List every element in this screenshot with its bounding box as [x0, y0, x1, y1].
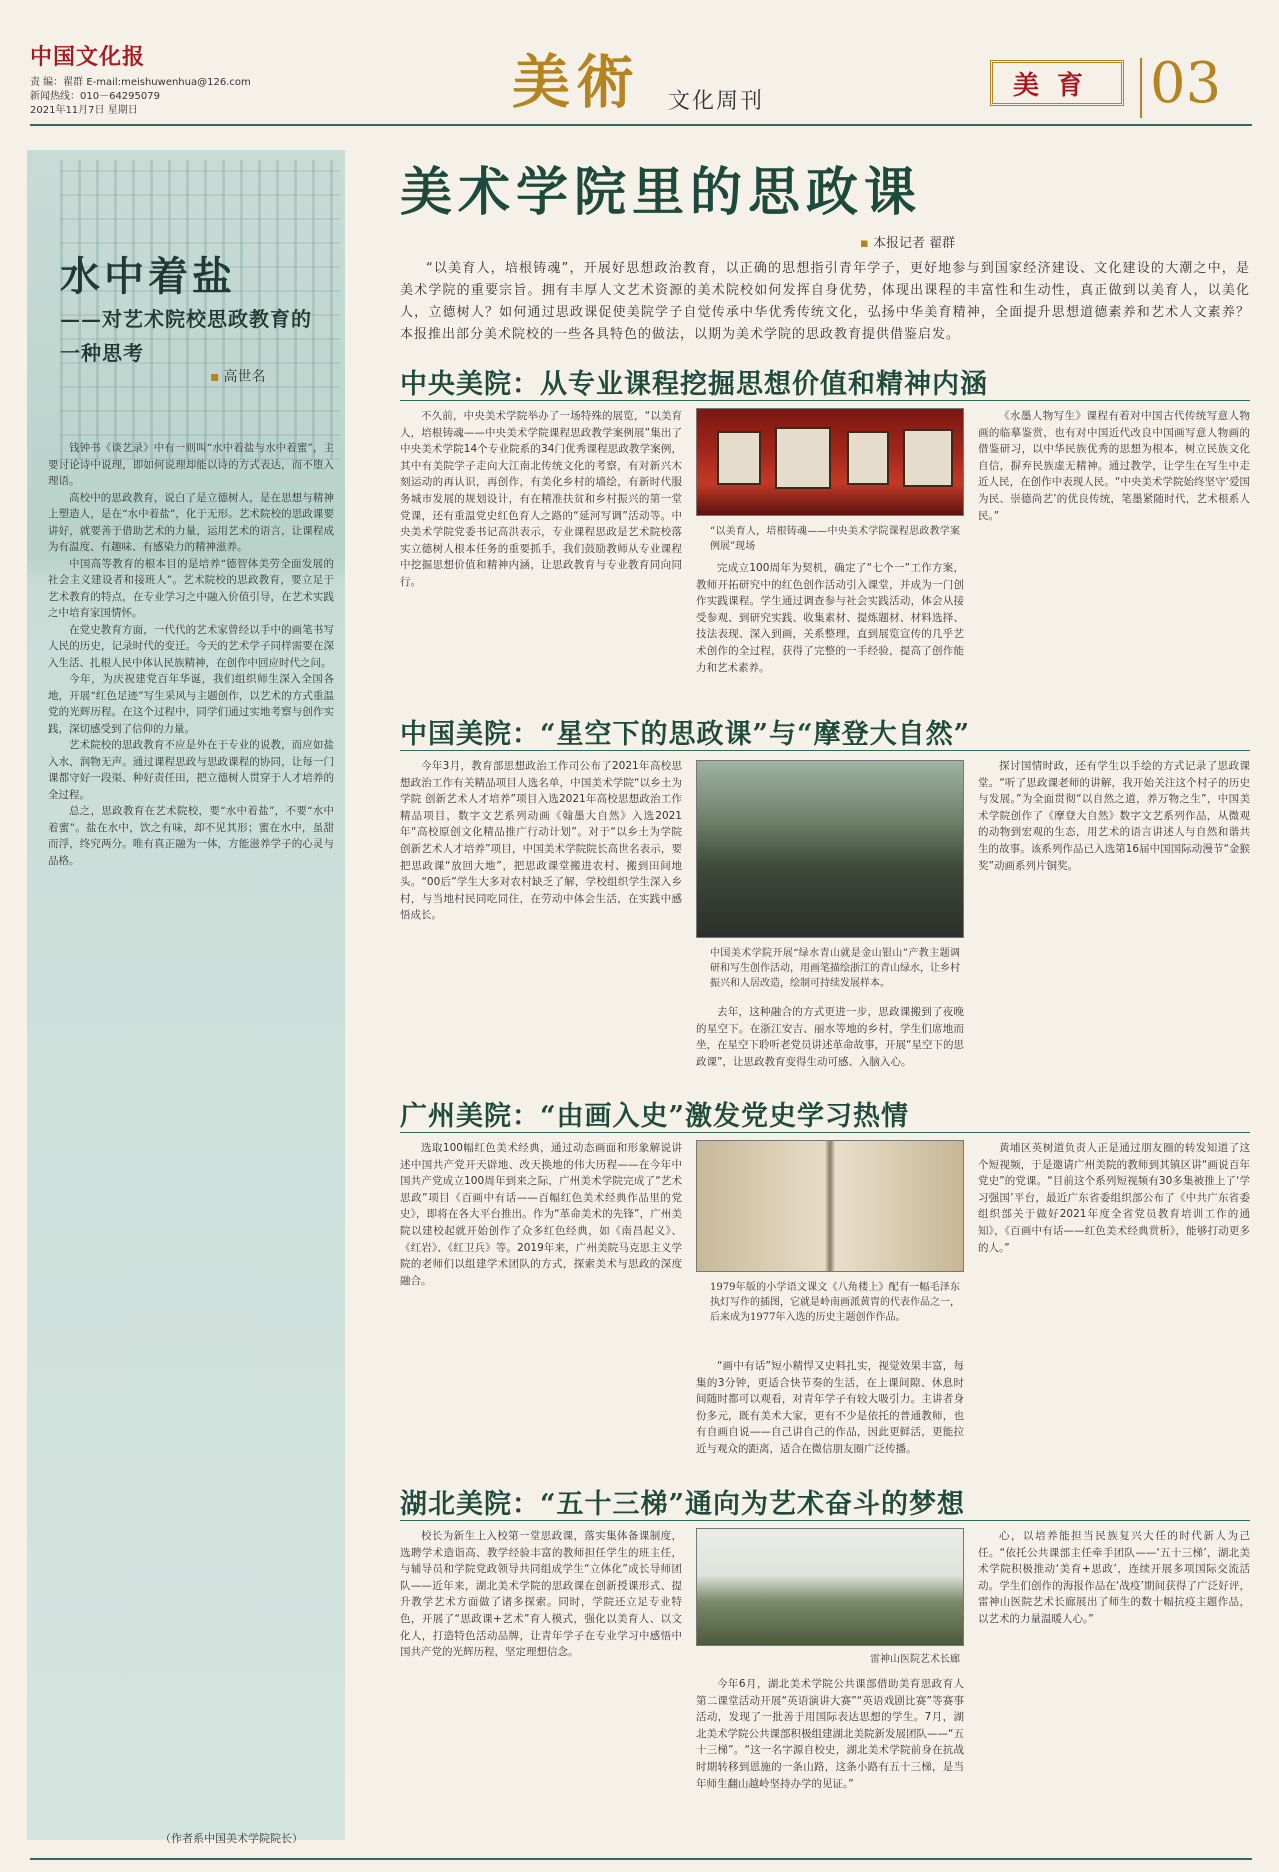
column-text: 今年3月，教育部思想政治工作司公布了2021年高校思想政治工作有关精品项目人选名单，中国美术学院“以乡土为学院 创新艺术人才培养”项目入选2021年高校思想政治工作精品项目，数字文艺系列动画《翰墨大自然》入选2021年“高校原创文化精品推广行动计划”。对于“以乡土为学院 创新艺术人才培养”项目，中国美术学院院长高世名表示，要把思政课“放回大地”，把思政课堂搬进农村、搬到田间地头。“00后”学生大多对农村缺乏了解，学校组织学生深入乡村，与当地村民同吃同住，在劳动中体会生活，在实践中感悟成长。	[400, 760, 682, 922]
column-text: 探讨国情时政，还有学生以手绘的方式记录了思政课堂。“听了思政课老师的讲解，我开始关注这个村子的历史与发展。”为全面贯彻“以自然之道，养万物之生”，中国美术学院创作了《摩登大自然》数字文艺系列作品，从微观的动物到宏观的生态，用艺术的语言讲述人与自然和谐共生的故事。该系列作品已入选第16届中国国际动漫节“金猴奖”动画系列片铜奖。	[978, 760, 1250, 872]
sidebar-paragraph: 在党史教育方面，一代代的艺术家曾经以手中的画笔书写人民的历史，记录时代的变迁。今天的艺术学子同样需要在深入生活、扎根人民中体认民族精神，在创作中回应时代之问。	[48, 623, 334, 669]
brand-title: 美術	[512, 48, 641, 116]
section-column	[978, 758, 1250, 1086]
photo-caption: 中国美术学院开展“绿水青山就是金山银山”产教主题调研和写生创作活动，用画笔描绘浙江的青山绿水，让乡村振兴和人居改造，绘制可持续发展样本。	[710, 948, 960, 989]
column-text: 去年，这种融合的方式更进一步，思政课搬到了夜晚的星空下。在浙江安吉、丽水等地的乡村，学生们席地而坐，在星空下聆听老党员讲述革命故事，开展“星空下的思政课”，让思政教育变得生动可感、入脑入心。	[696, 1006, 964, 1068]
section-column	[400, 1528, 682, 1850]
sidebar-author: ▪ 高世名	[210, 366, 266, 386]
art-corridor-photo	[696, 1528, 964, 1646]
section-title-caa: 中国美院：“星空下的思政课”与“摩登大自然”	[400, 719, 971, 750]
section-column	[400, 408, 682, 758]
section-rule	[400, 1132, 1250, 1133]
sidebar-paragraph: 高校中的思政教育，说白了是立德树人，是在思想与精神上塑造人，是在“水中着盐”，化于无形。艺术院校的思政课要讲好，就要善于借助艺术的力量，运用艺术的语言，让课程成为有温度、有趣味、有感染力的精神滋养。	[48, 491, 334, 553]
masthead-meta	[30, 76, 251, 118]
newspaper-logo: 中国文化报	[30, 44, 146, 70]
sidebar-paragraph: 总之，思政教育在艺术院校，要“水中着盐”，不要“水中着蜜”。盐在水中，饮之有味，却不见其形；蜜在水中，虽甜而浮，终究两分。唯有真正融为一体，方能滋养学子的心灵与品格。	[48, 805, 334, 867]
column-text: 今年6月，湖北美术学院公共课部借助美育思政育人第二课堂活动开展“英语演讲大赛”“英语戏剧比赛”等赛事活动，发现了一批善于用国际表达思想的学生。7月，湖北美术学院公共课部积极组建湖北美院新发展团队——“五十三梯”。“这一名字源自校史，湖北美术学院前身在抗战时期转移到恩施的一条山路，这条小路有五十三梯，是当年师生翻山越岭坚持办学的见证。”	[696, 1678, 964, 1790]
page-number-divider	[1140, 58, 1142, 118]
sidebar-signature: （作者系中国美术学院院长）	[160, 1832, 303, 1845]
sidebar-title: 水中着盐	[60, 253, 236, 300]
column-text: 选取100幅红色美术经典，通过动态画面和形象解说讲述中国共产党开天辟地、改天换地的伟大历程——在今年中国共产党成立100周年到来之际，广州美术学院完成了“艺术思政”项目《百画中有话——百幅红色美术经典作品里的党史》，即将在各大平台推出。作为“革命美术的先锋”，广州美院以建校起就开始创作了众多红色经典，如《南昌起义》、《红岩》、《红卫兵》等。2019年来，广州美院马克思主义学院的老师们以组建学术团队的方式，探索美术与思政的深度融合。	[400, 1142, 682, 1287]
section-column	[696, 1004, 964, 1086]
column-text: 心，以培养能担当民族复兴大任的时代新人为己任。“依托公共课部主任牵手团队——‘五十三梯’，湖北美术学院积极推动‘美育+思政’，连续开展多项国际交流活动。学生们创作的海报作品在‘战疫’期间获得了广泛好评，雷神山医院艺术长廊展出了师生的数十幅抗疫主题作品，以艺术的力量温暖人心。”	[978, 1530, 1250, 1625]
sidebar-paragraph: 今年，为庆祝建党百年华诞，我们组织师生深入全国各地，开展“红色足迹”写生采风与主题创作，以艺术的方式重温党的光辉历程。在这个过程中，同学们通过实地考察与创作实践，深切感受到了信仰的力量。	[48, 673, 334, 735]
section-title-hifa: 湖北美院：“五十三梯”通向为艺术奋斗的梦想	[400, 1489, 966, 1520]
column-text: 不久前，中央美术学院举办了一场特殊的展览，“以美育人，培根铸魂——中央美术学院课程思政教学案例展”集出了中央美术学院14个专业院系的34门优秀课程思政教学案例，其中有美院学子走向大江南北传统文化的考察，有对新兴木刻运动的再认识，再创作，有美化乡村的墙绘，有新时代服务城市发展的规划设计，有在精准扶贫和乡村振兴的第一堂党课，还有重温党史红色育人之路的“延河写调”活动等。中央美术学院党委书记高洪表示，专业课程思政是艺术院校落实立德树人根本任务的重要抓手，我们鼓励教师从专业课程中挖掘思想价值和精神内涵，让思政教育与专业教育同向同行。	[400, 410, 682, 588]
date-line: 2021年11月7日 星期日	[30, 105, 138, 116]
section-column	[400, 1140, 682, 1475]
photo-caption: 雷神山医院艺术长廊	[870, 1654, 960, 1665]
brand-subtitle: 文化周刊	[668, 89, 765, 114]
article-lead: “以美育人，培根铸魂”，开展好思想政治教育，以正确的思想指引青年学子，更好地参与到国家经济建设、文化建设的大潮之中，是美术学院的重要宗旨。拥有丰厚人文艺术资源的美术院校如何发挥自身优势，体现出课程的丰富性和生动性，真正做到以美育人，以美化人，立德树人？如何通过思政课促使美院学子自觉传承中华优秀传统文化，弘扬中华美育精神，全面提升思想道德素养和艺术人文素养？本报推出部分美术院校的一些各具特色的做法，以期为美术学院的思政教育提供借鉴启发。	[400, 261, 1250, 342]
footer-rule	[30, 1858, 1252, 1860]
article-title: 美术学院里的思政课	[400, 162, 923, 223]
column-text: 完成立100周年为契机，确定了“七个一”工作方案，教师开拓研究中的红色创作活动引入课堂，并成为一门创作实践课程。学生通过调查参与社会实践活动，体会从接受参观、到研究实践、收集素材、提炼题材、材料选择、技法表现、深入到画，关系整理，直到展览宣传的几乎艺术创作的全过程，获得了完整的一手经验，提高了创作能力和艺术素养。	[696, 562, 964, 674]
section-column	[978, 408, 1250, 758]
section-column	[978, 1528, 1250, 1850]
section-column	[696, 1358, 964, 1476]
column-text: 《水墨人物写生》课程有着对中国古代传统写意人物画的临摹鉴赏，也有对中国近代改良中国画写意人物画的借鉴研习，以中华民族优秀的思想为根本，树立民族文化自信，摒弃民族虚无精神。通过教学，让学生在写生中走近人民，在创作中表现人民。“中央美术学院始终坚守‘爱国为民、崇德尚艺’的优良传统，笔墨紧随时代，艺术根系人民。”	[978, 410, 1250, 522]
column-text: 校长为新生上入校第一堂思政课，落实集体备课制度，选聘学术造诣高、教学经验丰富的教师担任学生的班主任，与辅导员和学院党政领导共同组成学生“立体化”成长导师团队——近年来，湖北美术学院的思政课在创新授课形式、提升教学艺术方面做了诸多探索。同时，学院还立足专业特色，开展了“思政课+艺术”育人模式，强化以美育人、以文化人，打造特色活动品牌，让青年学子在专业学习中感悟中国共产党的光辉历程，坚定理想信念。	[400, 1530, 682, 1659]
exhibition-photo	[696, 408, 964, 516]
section-label: 美育	[990, 60, 1124, 106]
sidebar-paragraph: 钱钟书《谈艺录》中有一则叫“水中着盐与水中着蜜”，主要讨论诗中说理，即如何说理却能以诗的方式表达，而不堕入理语。	[48, 442, 334, 487]
header-rule	[30, 124, 1252, 126]
photo-caption: 1979年版的小学语文课文《八角楼上》配有一幅毛泽东执灯写作的插图，它就是岭南画派黄胄的代表作品之一，后来成为1977年入选的历史主题创作作品。	[710, 1282, 960, 1323]
column-text: “画中有话”短小精悍又史料扎实，视觉效果丰富，每集的3分钟，更适合快节奏的生活，在上课间隙、休息时间随时都可以观看，对青年学子有较大吸引力。主讲者身份多元，既有美术大家，更有不少是依托的普通教师，也有自画自说——自己讲自己的作品，因此更鲜活，更能拉近与观众的距离，适合在微信朋友圈广泛传播。	[696, 1360, 964, 1455]
book-illustration-photo	[696, 1140, 964, 1272]
page-number: 03	[1150, 51, 1222, 116]
sidebar-subtitle: ——对艺术院校思政教育的一种思考	[60, 307, 312, 365]
phone-line: 新闻热线：010－64295079	[30, 91, 160, 102]
section-title-cafa: 中央美院：从专业课程挖掘思想价值和精神内涵	[400, 369, 988, 400]
reporter-byline: ▪ 本报记者 翟群	[860, 232, 955, 251]
editor-line: 责 编：翟群 E-mail:meishuwenhua@126.com	[30, 77, 251, 88]
section-rule	[400, 400, 1250, 401]
column-text: 黄埔区英树道负责人正是通过朋友圈的转发知道了这个短视频，于是邀请广州美院的教师到其镇区讲“画说百年党史”的党课。“目前这个系列短视频有30多集被推上了‘学习强国’平台，最近广东省委组织部公布了《中共广东省委组织部关于做好2021年度全省党员教育培训工作的通知》，《百画中有话——红色美术经典赏析》，能够打动更多的人。”	[978, 1142, 1250, 1254]
section-column	[978, 1140, 1250, 1475]
sidebar-paragraph: 中国高等教育的根本目的是培养“德智体美劳全面发展的社会主义建设者和接班人”。艺术院校的思政教育，要立足于艺术教育的特点，在专业学习之中融入价值引导，在艺术实践之中培育家国情怀。	[48, 557, 334, 619]
photo-caption: “以美育人，培根铸魂——中央美术学院课程思政教学案例展”现场	[710, 526, 960, 552]
section-rule	[400, 1520, 1250, 1521]
section-rule	[400, 750, 1250, 751]
section-column	[696, 1676, 964, 1850]
outdoor-class-photo	[696, 760, 964, 938]
sidebar-paragraph: 艺术院校的思政教育不应是外在于专业的说教，而应如盐入水，润物无声。通过课程思政与思政课程的协同，让每一门课都守好一段渠、种好责任田，把立德树人贯穿于人才培养的全过程。	[48, 739, 334, 801]
sidebar-body	[48, 440, 334, 1795]
section-column	[400, 758, 682, 1086]
section-title-gafa: 广州美院：“由画入史”激发党史学习热情	[400, 1101, 910, 1132]
